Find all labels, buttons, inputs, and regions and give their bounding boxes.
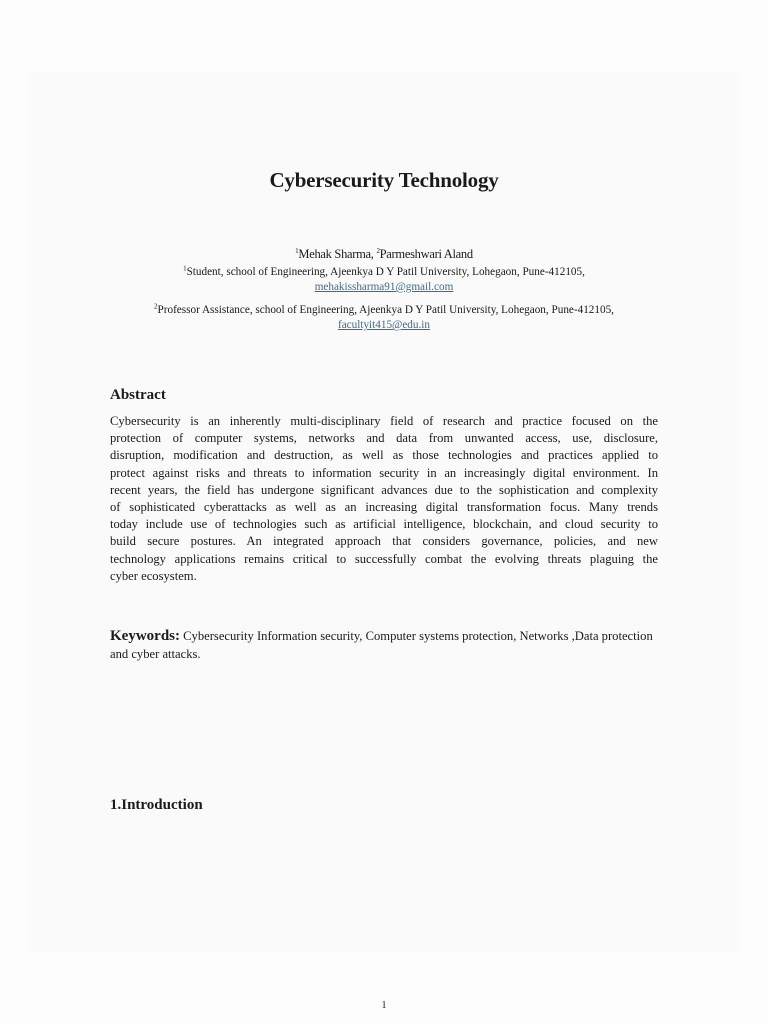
- affiliation-1: [0, 265, 768, 295]
- affiliation-2: [0, 303, 768, 333]
- paper-title: Cybersecurity Technology: [269, 168, 499, 192]
- abstract-line: build secure postures. An integrated approach that considers governance, policies, and new: [110, 534, 658, 549]
- affiliation-2-email-link[interactable]: facultyit415@edu.in: [337, 319, 430, 331]
- author2-superscript: 2: [376, 246, 380, 255]
- abstract-heading: Abstract: [110, 387, 166, 403]
- affiliation-1-email-link[interactable]: mehakissharma91@gmail.com: [314, 281, 454, 293]
- affiliation-2-text: Professor Assistance, school of Engineering, Ajeenkya D Y Patil University, Lohegaon, Pune-412105,: [157, 304, 614, 316]
- abstract-line: protection of computer systems, networks and data from unwanted access, use, disclosure,: [110, 431, 658, 446]
- abstract-line: protect against risks and threats to information security in an increasingly digital environment. In: [110, 465, 658, 480]
- abstract-body: [110, 413, 658, 585]
- author-line: [0, 247, 768, 262]
- affiliation-2-superscript: 2: [154, 302, 158, 311]
- author1-superscript: 1: [295, 246, 299, 255]
- affiliation-1-text: Student, school of Engineering, Ajeenkya D Y Patil University, Lohegaon, Pune-412105,: [186, 266, 585, 278]
- abstract-line: disruption, modification and destruction, as well as those technologies and practices applied to: [110, 448, 658, 463]
- abstract-line: cyber ecosystem.: [110, 568, 197, 583]
- author1-name: Mehak Sharma,: [298, 247, 374, 261]
- page-number: 1: [381, 1000, 387, 1011]
- abstract-line: recent years, the field has undergone significant advances due to the sophistication and complexity: [110, 482, 658, 497]
- introduction-heading: 1.Introduction: [110, 797, 203, 813]
- keywords-section: [110, 627, 658, 663]
- abstract-line: of sophisticated cyberattacks as well as an increasing digital transformation focus. Many trends: [110, 500, 658, 515]
- keywords-text: Cybersecurity Information security, Computer systems protection, Networks ,Data protection and cyber attacks.: [110, 629, 653, 661]
- affiliation-1-superscript: 1: [183, 264, 187, 273]
- abstract-line: Cybersecurity is an inherently multi-disciplinary field of research and practice focused on the: [110, 414, 658, 428]
- keywords-label: Keywords:: [110, 628, 180, 644]
- abstract-line: technology applications remains critical to successfully combat the evolving threats plaguing the: [110, 551, 658, 566]
- abstract-line: today include use of technologies such as artificial intelligence, blockchain, and cloud security to: [110, 517, 658, 532]
- author2-name: Parmeshwari Aland: [379, 247, 473, 261]
